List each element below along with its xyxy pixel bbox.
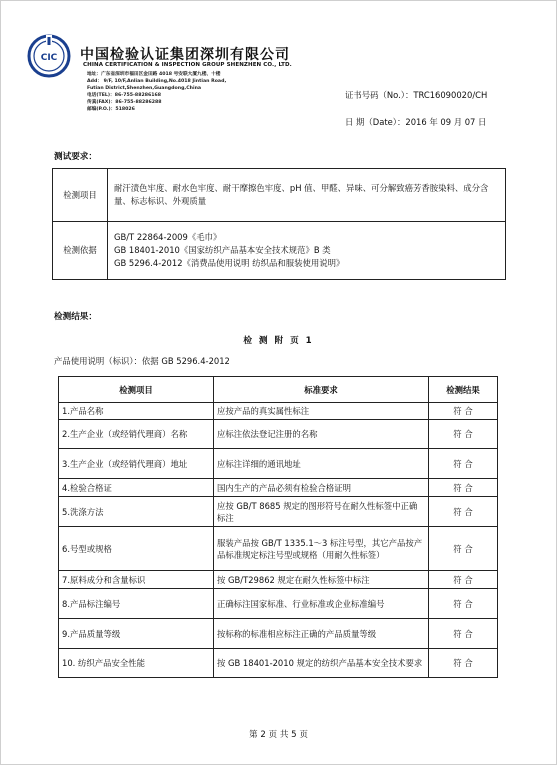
row-result: 符 合 (429, 649, 498, 678)
row-item: 9.产品质量等级 (59, 619, 214, 649)
address-line: Add： 9/F, 10/F,Anlian Building,No.4018 Jintian Road, (87, 79, 227, 84)
table-row (59, 589, 498, 619)
test-items-value: 耐汗渍色牢度、耐水色牢度、耐干摩擦色牢度、pH 值、甲醛、异味、可分解致癌芳香胺染料、成分含量、标志标识、外观质量 (108, 169, 506, 222)
results-table (58, 376, 498, 678)
basis-standard: GB/T 22864-2009《毛巾》 (114, 232, 222, 242)
row-requirement: 应按 GB/T 8685 规定的图形符号在耐久性标签中正确标注 (214, 497, 429, 527)
company-name-en: CHINA CERTIFICATION & INSPECTION GROUP SHENZHEN CO., LTD. (83, 62, 292, 68)
row-item: 1.产品名称 (59, 403, 214, 420)
test-items-label: 检测项目 (53, 169, 108, 222)
row-requirement: 服装产品按 GB/T 1335.1～3 标注号型，其它产品按产品标准规定标注号型或规格（用耐久性标签） (214, 527, 429, 571)
postcode-line: 邮编(P.O.)：518026 (87, 107, 135, 112)
requirements-table (52, 168, 506, 280)
row-result: 符 合 (429, 589, 498, 619)
row-requirement: 应按产品的真实属性标注 (214, 403, 429, 420)
row-item: 6.号型或规格 (59, 527, 214, 571)
table-row (59, 479, 498, 497)
row-result: 符 合 (429, 571, 498, 589)
address-line: 地址：广东省深圳市福田区金田路 4018 号安联大厦九楼、十楼 (87, 72, 221, 77)
appendix-title: 检 测 附 页 1 (243, 336, 314, 346)
basis-standard: GB 5296.4-2012《消费品使用说明 纺织品和服装使用说明》 (114, 258, 345, 268)
report-date: 日 期（Date）：2016 年 09 月 07 日 (345, 117, 487, 127)
logo-text: CIC (40, 53, 58, 63)
basis-standard: GB 18401-2010《国家纺织产品基本安全技术规范》B 类 (114, 245, 331, 255)
certificate-number: 证书号码（No.）：TRC16090020/CH (345, 90, 488, 100)
row-requirement: 应标注详细的通讯地址 (214, 449, 429, 479)
row-result: 符 合 (429, 527, 498, 571)
row-requirement: 正确标注国家标准、行业标准或企业标准编号 (214, 589, 429, 619)
page-number: 第 2 页 共 5 页 (249, 730, 308, 740)
table-row (59, 449, 498, 479)
row-item: 2.生产企业（或经销代理商）名称 (59, 420, 214, 449)
table-row (59, 649, 498, 678)
row-item: 5.洗涤方法 (59, 497, 214, 527)
row-item: 8.产品标注编号 (59, 589, 214, 619)
table-row (59, 571, 498, 589)
address-line: Futian District,Shenzhen,Guangdong,China (87, 86, 202, 91)
row-result: 符 合 (429, 403, 498, 420)
company-name-cn: 中国检验认证集团深圳有限公司 (80, 47, 290, 63)
company-logo (27, 34, 71, 78)
table-row (59, 619, 498, 649)
row-requirement: 按 GB 18401-2010 规定的纺织产品基本安全技术要求 (214, 649, 429, 678)
row-requirement: 国内生产的产品必须有检验合格证明 (214, 479, 429, 497)
col-header-item: 检测项目 (59, 377, 214, 403)
table-row (59, 403, 498, 420)
row-result: 符 合 (429, 479, 498, 497)
row-result: 符 合 (429, 449, 498, 479)
row-requirement: 按 GB/T29862 规定在耐久性标签中标注 (214, 571, 429, 589)
requirements-title: 测试要求： (54, 152, 97, 162)
row-requirement: 按标称的标准相应标注正确的产品质量等级 (214, 619, 429, 649)
table-header-row (59, 377, 498, 403)
row-result: 符 合 (429, 420, 498, 449)
row-item: 3.生产企业（或经销代理商）地址 (59, 449, 214, 479)
row-result: 符 合 (429, 619, 498, 649)
table-row (59, 420, 498, 449)
row-result: 符 合 (429, 497, 498, 527)
results-basis-line: 产品使用说明（标识）：依据 GB 5296.4-2012 (54, 356, 230, 366)
col-header-requirement: 标准要求 (214, 377, 429, 403)
test-basis-label: 检测依据 (53, 222, 108, 280)
col-header-result: 检测结果 (429, 377, 498, 403)
results-title: 检测结果： (54, 312, 97, 322)
row-item: 4.检验合格证 (59, 479, 214, 497)
table-row (59, 497, 498, 527)
table-row (59, 527, 498, 571)
row-requirement: 应标注依法登记注册的名称 (214, 420, 429, 449)
row-item: 7.原料成分和含量标识 (59, 571, 214, 589)
phone-line: 电话(TEL)：86-755-88286168 (87, 93, 162, 98)
fax-line: 传真(FAX)：86-755-88286288 (87, 100, 162, 105)
test-basis-values (108, 222, 506, 280)
row-item: 10. 纺织产品安全性能 (59, 649, 214, 678)
